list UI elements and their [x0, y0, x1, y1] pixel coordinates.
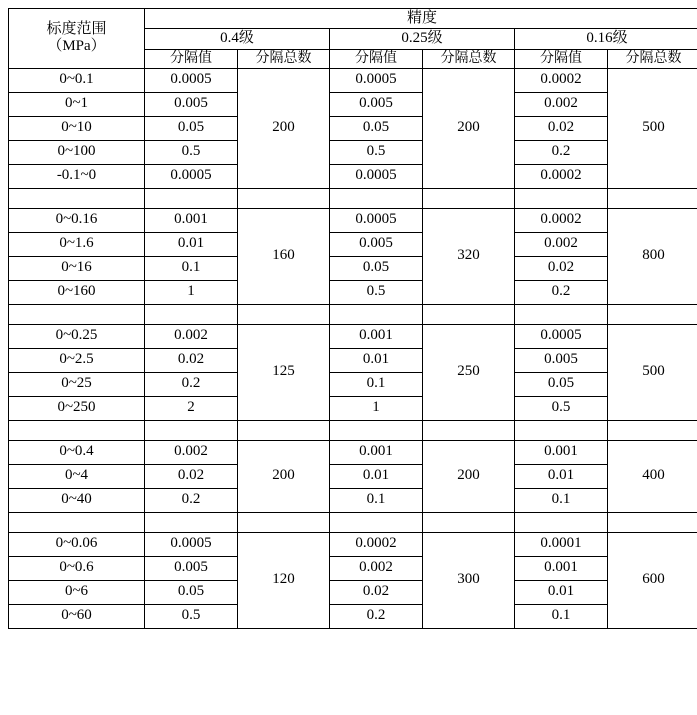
table-row	[9, 164, 697, 188]
group-separator-row	[9, 420, 697, 440]
division-total-grade2: 300	[423, 532, 515, 628]
division-value-grade2: 0.01	[330, 464, 423, 488]
range-value: 0~100	[9, 140, 145, 164]
division-value-grade2: 0.1	[330, 372, 423, 396]
subheader-division-value-3: 分隔值	[515, 49, 608, 68]
table-row	[9, 280, 697, 304]
header-range-line2: （MPa）	[47, 38, 106, 55]
division-value-grade1: 0.02	[145, 348, 238, 372]
table-row	[9, 464, 697, 488]
division-value-grade1: 0.002	[145, 324, 238, 348]
division-value-grade3: 0.02	[515, 116, 608, 140]
range-value: 0~25	[9, 372, 145, 396]
header-row-1	[9, 9, 697, 29]
division-value-grade1: 0.005	[145, 556, 238, 580]
separator-cell	[238, 304, 330, 324]
subheader-division-value-1: 分隔值	[145, 49, 238, 68]
division-total-grade2: 200	[423, 68, 515, 188]
division-value-grade3: 0.001	[515, 556, 608, 580]
separator-cell	[608, 188, 697, 208]
separator-cell	[145, 304, 238, 324]
range-value: 0~1	[9, 92, 145, 116]
table-row	[9, 208, 697, 232]
separator-cell	[238, 420, 330, 440]
table-row	[9, 324, 697, 348]
range-value: 0~250	[9, 396, 145, 420]
division-value-grade2: 0.05	[330, 256, 423, 280]
pressure-gauge-spec-table	[8, 8, 697, 629]
division-total-grade1: 200	[238, 68, 330, 188]
separator-cell	[423, 304, 515, 324]
separator-cell	[330, 512, 423, 532]
division-value-grade1: 0.0005	[145, 532, 238, 556]
division-value-grade2: 1	[330, 396, 423, 420]
division-value-grade2: 0.5	[330, 280, 423, 304]
group-separator-row	[9, 512, 697, 532]
division-value-grade2: 0.005	[330, 232, 423, 256]
division-value-grade3: 0.0001	[515, 532, 608, 556]
division-total-grade2: 250	[423, 324, 515, 420]
range-value: 0~2.5	[9, 348, 145, 372]
separator-cell	[9, 188, 145, 208]
table-row	[9, 556, 697, 580]
range-value: 0~40	[9, 488, 145, 512]
table-row	[9, 440, 697, 464]
division-value-grade1: 2	[145, 396, 238, 420]
division-total-grade3: 500	[608, 324, 697, 420]
range-value: 0~4	[9, 464, 145, 488]
header-grade-2: 0.25级	[330, 29, 515, 49]
range-value: 0~6	[9, 580, 145, 604]
division-value-grade1: 0.05	[145, 580, 238, 604]
separator-cell	[423, 512, 515, 532]
division-value-grade2: 0.02	[330, 580, 423, 604]
division-value-grade3: 0.0002	[515, 164, 608, 188]
group-separator-row	[9, 188, 697, 208]
division-value-grade2: 0.0002	[330, 532, 423, 556]
separator-cell	[9, 512, 145, 532]
separator-cell	[515, 420, 608, 440]
separator-cell	[608, 512, 697, 532]
division-value-grade2: 0.0005	[330, 68, 423, 92]
division-total-grade1: 200	[238, 440, 330, 512]
division-value-grade2: 0.2	[330, 604, 423, 628]
division-value-grade3: 0.001	[515, 440, 608, 464]
range-value: 0~0.06	[9, 532, 145, 556]
range-value: -0.1~0	[9, 164, 145, 188]
division-value-grade3: 0.05	[515, 372, 608, 396]
division-value-grade1: 0.5	[145, 604, 238, 628]
division-total-grade1: 120	[238, 532, 330, 628]
division-value-grade2: 0.0005	[330, 208, 423, 232]
table-row	[9, 116, 697, 140]
division-value-grade1: 0.2	[145, 488, 238, 512]
division-value-grade3: 0.1	[515, 488, 608, 512]
subheader-division-total-3: 分隔总数	[608, 49, 697, 68]
separator-cell	[145, 420, 238, 440]
division-value-grade1: 0.0005	[145, 164, 238, 188]
division-value-grade2: 0.05	[330, 116, 423, 140]
range-value: 0~16	[9, 256, 145, 280]
table-row	[9, 68, 697, 92]
table-row	[9, 232, 697, 256]
table-row	[9, 488, 697, 512]
division-value-grade2: 0.001	[330, 324, 423, 348]
division-value-grade3: 0.005	[515, 348, 608, 372]
division-value-grade1: 0.2	[145, 372, 238, 396]
division-total-grade1: 125	[238, 324, 330, 420]
range-value: 0~0.4	[9, 440, 145, 464]
range-value: 0~160	[9, 280, 145, 304]
group-separator-row	[9, 304, 697, 324]
division-value-grade1: 0.5	[145, 140, 238, 164]
separator-cell	[423, 420, 515, 440]
division-value-grade2: 0.5	[330, 140, 423, 164]
division-value-grade3: 0.2	[515, 140, 608, 164]
division-value-grade1: 1	[145, 280, 238, 304]
separator-cell	[330, 304, 423, 324]
table-row	[9, 396, 697, 420]
separator-cell	[145, 512, 238, 532]
separator-cell	[330, 188, 423, 208]
header-grade-3: 0.16级	[515, 29, 697, 49]
separator-cell	[515, 512, 608, 532]
division-total-grade1: 160	[238, 208, 330, 304]
division-total-grade2: 200	[423, 440, 515, 512]
separator-cell	[515, 188, 608, 208]
division-value-grade3: 0.0002	[515, 208, 608, 232]
division-value-grade3: 0.002	[515, 92, 608, 116]
division-value-grade1: 0.01	[145, 232, 238, 256]
division-value-grade2: 0.01	[330, 348, 423, 372]
separator-cell	[238, 512, 330, 532]
separator-cell	[145, 188, 238, 208]
range-value: 0~10	[9, 116, 145, 140]
division-value-grade1: 0.1	[145, 256, 238, 280]
table-row	[9, 256, 697, 280]
separator-cell	[515, 304, 608, 324]
division-value-grade3: 0.01	[515, 580, 608, 604]
separator-cell	[608, 304, 697, 324]
division-value-grade3: 0.02	[515, 256, 608, 280]
division-value-grade3: 0.0005	[515, 324, 608, 348]
separator-cell	[423, 188, 515, 208]
header-grade-1: 0.4级	[145, 29, 330, 49]
table-row	[9, 604, 697, 628]
division-value-grade3: 0.2	[515, 280, 608, 304]
division-value-grade3: 0.01	[515, 464, 608, 488]
division-value-grade2: 0.002	[330, 556, 423, 580]
subheader-division-total-2: 分隔总数	[423, 49, 515, 68]
table-row	[9, 580, 697, 604]
division-value-grade1: 0.05	[145, 116, 238, 140]
header-accuracy-label: 精度	[145, 9, 697, 29]
division-value-grade3: 0.0002	[515, 68, 608, 92]
header-range-line1: 标度范围	[46, 21, 107, 38]
division-value-grade2: 0.1	[330, 488, 423, 512]
division-value-grade3: 0.1	[515, 604, 608, 628]
division-value-grade1: 0.005	[145, 92, 238, 116]
division-value-grade1: 0.001	[145, 208, 238, 232]
table-row	[9, 372, 697, 396]
separator-cell	[238, 188, 330, 208]
separator-cell	[608, 420, 697, 440]
division-value-grade1: 0.002	[145, 440, 238, 464]
division-value-grade2: 0.0005	[330, 164, 423, 188]
table-row	[9, 532, 697, 556]
separator-cell	[9, 304, 145, 324]
range-value: 0~0.16	[9, 208, 145, 232]
separator-cell	[330, 420, 423, 440]
table-row	[9, 348, 697, 372]
division-value-grade1: 0.02	[145, 464, 238, 488]
range-value: 0~0.1	[9, 68, 145, 92]
subheader-division-value-2: 分隔值	[330, 49, 423, 68]
subheader-division-total-1: 分隔总数	[238, 49, 330, 68]
table-row	[9, 92, 697, 116]
range-value: 0~0.6	[9, 556, 145, 580]
division-value-grade1: 0.0005	[145, 68, 238, 92]
table-row	[9, 140, 697, 164]
division-total-grade3: 500	[608, 68, 697, 188]
division-total-grade3: 800	[608, 208, 697, 304]
division-value-grade3: 0.002	[515, 232, 608, 256]
division-total-grade3: 400	[608, 440, 697, 512]
range-value: 0~60	[9, 604, 145, 628]
header-range-label	[9, 9, 145, 69]
range-value: 0~1.6	[9, 232, 145, 256]
division-total-grade2: 320	[423, 208, 515, 304]
division-value-grade3: 0.5	[515, 396, 608, 420]
division-total-grade3: 600	[608, 532, 697, 628]
division-value-grade2: 0.005	[330, 92, 423, 116]
division-value-grade2: 0.001	[330, 440, 423, 464]
range-value: 0~0.25	[9, 324, 145, 348]
separator-cell	[9, 420, 145, 440]
